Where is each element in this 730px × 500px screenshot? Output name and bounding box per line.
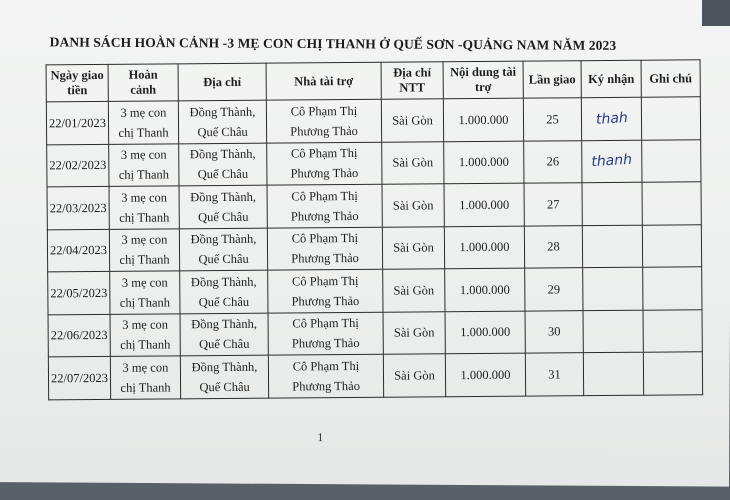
table-row — [48, 309, 702, 357]
cell-content: 1.000.000 — [444, 141, 524, 184]
handwritten-signature: thanh — [591, 151, 633, 171]
cell-content: 1.000.000 — [445, 268, 525, 311]
cell-note — [643, 309, 702, 352]
cell-date: 22/03/2023 — [47, 186, 109, 229]
cell-address: Đồng Thành, Quế Châu — [179, 185, 267, 228]
cell-situation: 3 mẹ con chị Thanh — [109, 143, 179, 186]
cell-delivery-no: 26 — [524, 140, 582, 183]
cell-date: 22/05/2023 — [48, 271, 110, 314]
cell-sponsor: Cô Phạm Thị Phương Thảo — [267, 227, 382, 270]
header-delivery-no: Lần giao — [523, 61, 581, 98]
cell-address: Đồng Thành, Quế Châu — [180, 355, 268, 398]
cell-sponsor: Cô Phạm Thị Phương Thảo — [266, 99, 381, 142]
header-sponsor: Nhà tài trợ — [266, 62, 381, 100]
cell-date: 22/01/2023 — [46, 101, 108, 144]
support-table — [46, 59, 704, 400]
header-address: Địa chỉ — [178, 63, 266, 101]
cell-delivery-no: 30 — [525, 310, 583, 353]
cell-content: 1.000.000 — [444, 226, 524, 269]
header-date: Ngày giao tiền — [46, 64, 108, 101]
header-signature: Ký nhận — [581, 60, 641, 97]
cell-sponsor: Cô Phạm Thị Phương Thảo — [268, 354, 383, 397]
cell-sponsor-address: Sài Gòn — [382, 184, 444, 227]
background-corner — [702, 0, 730, 26]
cell-sponsor-address: Sài Gòn — [383, 354, 445, 397]
cell-date: 22/04/2023 — [47, 229, 109, 272]
table-row — [47, 139, 701, 187]
cell-sponsor-address: Sài Gòn — [382, 141, 444, 184]
cell-sponsor-address: Sài Gòn — [382, 226, 444, 269]
cell-delivery-no: 25 — [523, 98, 581, 141]
cell-sponsor: Cô Phạm Thị Phương Thảo — [268, 312, 383, 355]
header-note: Ghi chú — [641, 60, 700, 97]
cell-date: 22/06/2023 — [48, 314, 110, 357]
table-row — [47, 224, 701, 272]
cell-sponsor-address: Sài Gòn — [383, 311, 445, 354]
cell-sponsor-address: Sài Gòn — [383, 269, 445, 312]
cell-signature — [583, 352, 643, 395]
cell-content: 1.000.000 — [445, 353, 525, 396]
header-content: Nội dung tài trợ — [443, 61, 523, 99]
cell-signature — [583, 267, 643, 310]
handwritten-signature: thah — [595, 109, 628, 128]
cell-content: 1.000.000 — [445, 311, 525, 354]
cell-date: 22/07/2023 — [48, 356, 110, 399]
cell-delivery-no: 27 — [524, 183, 582, 226]
cell-delivery-no: 31 — [525, 353, 583, 396]
table-row — [46, 97, 700, 145]
cell-address: Đồng Thành, Quế Châu — [179, 228, 267, 271]
cell-address: Đồng Thành, Quế Châu — [179, 143, 267, 186]
cell-address: Đồng Thành, Quế Châu — [178, 100, 266, 143]
cell-situation: 3 mẹ con chị Thanh — [110, 356, 180, 399]
cell-sponsor: Cô Phạm Thị Phương Thảo — [267, 142, 382, 185]
table-row — [48, 352, 702, 400]
cell-situation: 3 mẹ con chị Thanh — [110, 313, 180, 356]
cell-signature — [582, 225, 642, 268]
cell-signature — [582, 182, 642, 225]
header-situation: Hoàn cảnh — [108, 64, 178, 102]
cell-address: Đồng Thành, Quế Châu — [180, 313, 268, 356]
cell-content: 1.000.000 — [443, 98, 523, 141]
cell-delivery-no: 29 — [525, 268, 583, 311]
table-header-row — [46, 60, 700, 102]
cell-situation: 3 mẹ con chị Thanh — [110, 271, 180, 314]
cell-situation: 3 mẹ con chị Thanh — [108, 101, 178, 144]
cell-content: 1.000.000 — [444, 183, 524, 226]
cell-signature — [582, 140, 642, 183]
cell-delivery-no: 28 — [524, 225, 582, 268]
header-sponsor-address: Địa chỉ NTT — [381, 62, 443, 99]
cell-note — [643, 267, 702, 310]
cell-situation: 3 mẹ con chị Thanh — [109, 228, 179, 271]
cell-address: Đồng Thành, Quế Châu — [180, 270, 268, 313]
table-row — [47, 182, 701, 230]
cell-note — [642, 224, 701, 267]
cell-situation: 3 mẹ con chị Thanh — [109, 186, 179, 229]
cell-date: 22/02/2023 — [47, 144, 109, 187]
cell-signature — [583, 310, 643, 353]
table-row — [48, 267, 702, 315]
cell-sponsor-address: Sài Gòn — [381, 99, 443, 142]
cell-signature — [581, 97, 641, 140]
cell-note — [642, 182, 701, 225]
cell-note — [642, 139, 701, 182]
cell-note — [641, 97, 700, 140]
cell-sponsor: Cô Phạm Thị Phương Thảo — [267, 184, 382, 227]
cell-sponsor: Cô Phạm Thị Phương Thảo — [268, 269, 383, 312]
cell-note — [643, 352, 702, 395]
page-number: 1 — [317, 430, 324, 445]
page-title: DANH SÁCH HOÀN CẢNH -3 MẸ CON CHỊ THANH Ở QUẾ SƠN -QUẢNG NAM NĂM 2023 — [49, 34, 617, 53]
